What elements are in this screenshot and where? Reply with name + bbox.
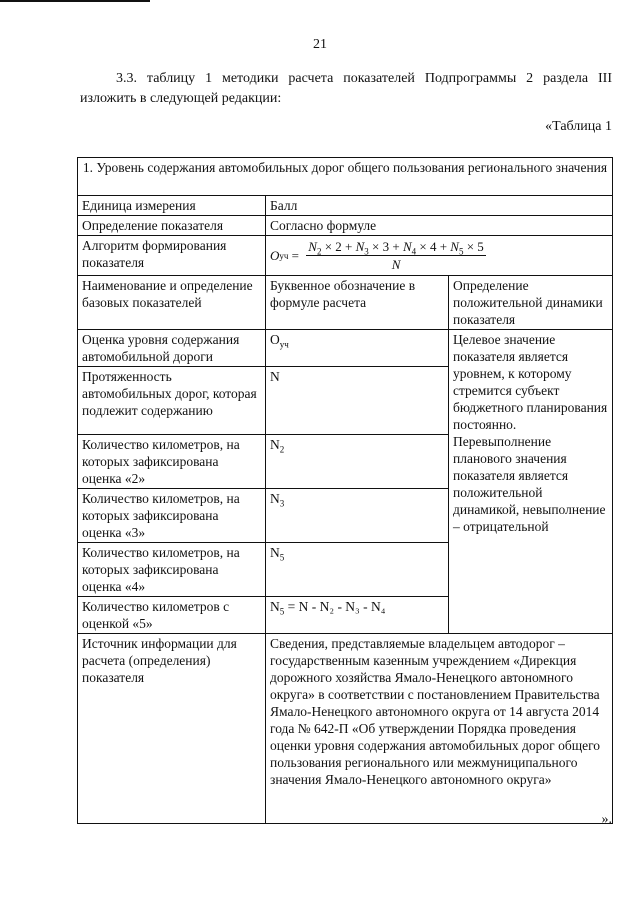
symbol-rest: = N - N₂ - N₃ - N₄	[284, 599, 386, 614]
formula-denominator	[392, 256, 401, 272]
formula: O уч = $\frac{N_2 \times 2 + N_3 \times 3 + N_4 \times 4 + N_5 \times 5}{N}$	[270, 239, 484, 272]
unit-value: Балл	[266, 196, 613, 216]
dynamics-text: Целевое значение показателя является уровнем, к которому стремится субъект бюджетного планирования постоянно. Перевыполнение планового значения показателя является положительной динамикой, невыполнение – отрицательной	[449, 330, 613, 634]
term-3-symbol: N	[402, 239, 412, 254]
row-name: Количество километров, на которых зафиксирована оценка «3»	[78, 489, 266, 543]
definition-label: Определение показателя	[78, 216, 266, 236]
methodology-table	[77, 157, 613, 824]
denominator-symbol: N	[391, 257, 401, 272]
header-symbol: Буквенное обозначение в формуле расчета	[266, 276, 449, 330]
row-name: Количество километров с оценкой «5»	[78, 597, 266, 634]
term-4-tail: × 5	[463, 239, 484, 254]
row-symbol	[266, 435, 449, 489]
term-1-sub: 2	[316, 246, 322, 257]
symbol-sub: уч	[279, 339, 289, 350]
closing-quote: ».	[601, 812, 612, 827]
source-label: Источник информации для расчета (определения) показателя	[78, 634, 266, 824]
row-name: Протяженность автомобильных дорог, которая подлежит содержанию	[78, 367, 266, 435]
formula-fraction	[306, 239, 486, 272]
term-1-tail: × 2 +	[321, 239, 356, 254]
row-symbol	[266, 489, 449, 543]
intro-paragraph: 3.3. таблицу 1 методики расчета показателей Подпрограммы 2 раздела III изложить в следующей редакции:	[80, 71, 612, 106]
header-name: Наименование и определение базовых показателей	[78, 276, 266, 330]
row-symbol	[266, 543, 449, 597]
row-symbol	[266, 330, 449, 367]
algorithm-formula	[266, 236, 613, 276]
source-text: Сведения, представляемые владельцем автодорог – государственным казенным учреждением «Дирекция дорожного хозяйства Ямало-Ненецкого автономного округа» в соответствии с постановлением Правительства Ямало-Ненецкого автономного округа от 14 августа 2014 года № 642-П «Об утверждении Порядка проведения оценки уровня содержания автомобильных дорог общего пользования регионального или межмуниципального значения Ямало-Ненецкого автономного округа»	[266, 634, 613, 824]
formula-numerator	[306, 239, 486, 256]
term-3-sub: 4	[411, 246, 417, 257]
definition-value: Согласно формуле	[266, 216, 613, 236]
symbol-letter: N	[270, 599, 280, 614]
term-1-symbol: N	[308, 239, 317, 254]
row-symbol	[266, 597, 449, 634]
term-2-sub: 3	[364, 246, 369, 257]
unit-label: Единица измерения	[78, 196, 266, 216]
term-3-tail: × 4 +	[416, 239, 451, 254]
header-rule	[0, 0, 150, 2]
formula-equals: =	[288, 248, 303, 263]
formula-lhs: O	[270, 248, 280, 263]
row-name: Количество километров, на которых зафиксирована оценка «2»	[78, 435, 266, 489]
header-dynamics: Определение положительной динамики показателя	[449, 276, 613, 330]
page-number: 21	[313, 37, 327, 52]
row-name: Количество километров, на которых зафиксирована оценка «4»	[78, 543, 266, 597]
symbol-letter: O	[270, 332, 280, 347]
symbol-sub: 2	[279, 444, 285, 455]
symbol-letter: N	[270, 545, 280, 560]
symbol-sub: 3	[279, 498, 285, 509]
row-symbol	[266, 367, 449, 435]
symbol-sub: 5	[279, 552, 285, 563]
row-name: Оценка уровня содержания автомобильной дороги	[78, 330, 266, 367]
symbol-letter: N	[270, 491, 280, 506]
table-caption: «Таблица 1	[545, 119, 612, 134]
algorithm-label: Алгоритм формирования показателя	[78, 236, 266, 276]
symbol-letter: N	[270, 437, 280, 452]
symbol-letter: N	[270, 369, 280, 384]
term-4-sub: 5	[458, 246, 464, 257]
table-title: 1. Уровень содержания автомобильных дорог общего пользования регионального значения	[78, 158, 613, 196]
term-2-tail: × 3 +	[368, 239, 403, 254]
symbol-sub: 5	[279, 606, 285, 617]
term-2-symbol: N	[355, 239, 365, 254]
term-4-symbol: N	[450, 239, 459, 254]
